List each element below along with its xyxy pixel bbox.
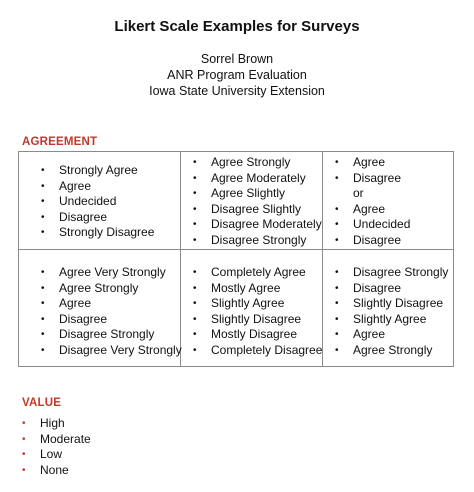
agreement-option-label: Disagree Strongly — [59, 327, 155, 341]
bullet-icon: • — [22, 464, 26, 476]
agreement-option — [41, 296, 180, 312]
agreement-option — [193, 171, 322, 187]
agreement-option-label: Completely Agree — [211, 265, 306, 279]
agreement-option-label: Disagree — [353, 280, 402, 295]
bullet-icon: • — [22, 433, 26, 445]
bullet-icon: • — [193, 329, 197, 340]
agreement-option-label: Slightly Disagree — [211, 311, 302, 326]
agreement-option — [335, 281, 453, 297]
document-title: Likert Scale Examples for Surveys — [114, 18, 360, 35]
agreement-option-label: Strongly Agree — [59, 163, 138, 177]
agreement-option-label: Slightly Agree — [353, 311, 427, 326]
bullet-icon: • — [41, 329, 45, 340]
bullet-icon: • — [193, 234, 197, 246]
agreement-option-list — [335, 155, 453, 248]
bullet-icon: • — [41, 313, 45, 325]
bullet-icon: • — [41, 180, 45, 192]
agreement-option — [41, 225, 180, 241]
bullet-icon: • — [335, 329, 339, 340]
agreement-heading: AGREEMENT — [22, 136, 98, 148]
value-option-label: Low — [40, 447, 63, 461]
value-option — [22, 432, 222, 448]
agreement-option-label: Disagree — [353, 232, 402, 247]
bullet-icon: • — [335, 157, 339, 168]
agreement-option-list — [193, 265, 322, 358]
agreement-option — [335, 171, 453, 187]
agreement-option — [335, 233, 453, 249]
agreement-option-label: Agree Slightly — [211, 186, 286, 200]
agreement-cell-6 — [323, 250, 453, 366]
author-name: Sorrel Brown — [200, 52, 274, 66]
bullet-icon: • — [193, 313, 197, 325]
agreement-option — [335, 312, 453, 328]
agreement-option — [193, 265, 322, 281]
value-option — [22, 416, 222, 432]
agreement-option-label: Disagree — [59, 209, 108, 224]
agreement-option-label: Undecided — [353, 217, 411, 231]
agreement-option-label: Agree — [353, 155, 386, 169]
agreement-option-label: Agree Very Strongly — [59, 265, 166, 279]
bullet-icon: • — [193, 344, 197, 356]
agreement-option-label: Disagree Strongly — [211, 232, 307, 247]
agreement-option — [41, 210, 180, 226]
bullet-icon: • — [193, 172, 197, 184]
agreement-option-label: Mostly Disagree — [211, 327, 298, 341]
bullet-icon: • — [335, 234, 339, 246]
agreement-option-list — [41, 265, 180, 358]
bullet-icon: • — [193, 282, 197, 294]
bullet-icon: • — [193, 203, 197, 215]
value-option-label: Moderate — [40, 431, 91, 446]
agreement-option — [41, 281, 180, 297]
agreement-option-label: Disagree — [353, 170, 402, 185]
agreement-option-label: Agree — [353, 327, 386, 341]
value-list — [22, 416, 222, 478]
agreement-cell-4 — [19, 250, 181, 366]
agreement-option-label: Mostly Agree — [211, 280, 281, 295]
agreement-option-label: or — [353, 186, 364, 200]
agreement-cell-1 — [19, 152, 181, 250]
bullet-icon: • — [335, 203, 339, 215]
agreement-option — [335, 186, 453, 202]
agreement-option-label: Disagree Slightly — [211, 201, 302, 216]
agreement-option-label: Strongly Disagree — [59, 225, 155, 239]
agreement-cell-2 — [181, 152, 323, 250]
value-option — [22, 463, 222, 479]
agreement-option-label: Agree Strongly — [59, 280, 139, 295]
agreement-option — [193, 202, 322, 218]
agreement-option — [335, 202, 453, 218]
agreement-option — [193, 217, 322, 233]
agreement-option — [335, 296, 453, 312]
agreement-cell-5 — [181, 250, 323, 366]
agreement-option-label: Agree Strongly — [353, 342, 433, 357]
agreement-option-label: Completely Disagree — [211, 342, 323, 357]
agreement-option — [193, 312, 322, 328]
bullet-icon: • — [41, 267, 45, 278]
agreement-option-list — [41, 163, 180, 241]
agreement-option — [335, 343, 453, 359]
agreement-option-label: Agree Moderately — [211, 170, 306, 185]
agreement-option — [41, 163, 180, 179]
bullet-icon: • — [193, 188, 197, 199]
bullet-icon: • — [193, 298, 197, 309]
bullet-icon: • — [22, 449, 26, 460]
agreement-option — [193, 296, 322, 312]
agreement-option — [41, 327, 180, 343]
agreement-option — [41, 194, 180, 210]
bullet-icon: • — [193, 267, 197, 278]
bullet-icon: • — [335, 282, 339, 294]
agreement-option — [193, 343, 322, 359]
value-option-label: None — [40, 462, 69, 477]
agreement-option-label: Agree — [59, 178, 92, 193]
bullet-icon: • — [335, 219, 339, 230]
bullet-icon: • — [193, 157, 197, 168]
agreement-option — [193, 155, 322, 171]
agreement-option — [41, 265, 180, 281]
bullet-icon: • — [335, 313, 339, 325]
agreement-option-label: Disagree Very Strongly — [59, 342, 182, 357]
agreement-option — [335, 155, 453, 171]
agreement-scale-grid — [18, 151, 454, 367]
agreement-option — [41, 343, 180, 359]
agreement-option — [335, 217, 453, 233]
agreement-option-list — [193, 155, 322, 248]
agreement-option-label: Slightly Disagree — [353, 296, 444, 310]
agreement-option-label: Disagree Strongly — [353, 265, 449, 279]
author-institution: Iowa State University Extension — [149, 84, 325, 98]
agreement-option — [41, 179, 180, 195]
agreement-option — [193, 186, 322, 202]
bullet-icon: • — [41, 211, 45, 223]
agreement-option-label: Slightly Agree — [211, 296, 285, 310]
value-option — [22, 447, 222, 463]
agreement-option — [335, 327, 453, 343]
agreement-option-list — [335, 265, 453, 358]
bullet-icon: • — [22, 418, 26, 429]
value-option-label: High — [40, 416, 65, 430]
bullet-icon: • — [41, 282, 45, 294]
bullet-icon: • — [335, 267, 339, 278]
author-program: ANR Program Evaluation — [167, 68, 307, 82]
agreement-option — [193, 281, 322, 297]
bullet-icon: • — [41, 165, 45, 176]
bullet-icon: • — [335, 172, 339, 184]
agreement-option-label: Disagree Moderately — [211, 217, 322, 231]
bullet-icon: • — [41, 344, 45, 356]
agreement-option-label: Agree — [59, 296, 92, 310]
agreement-option-label: Agree — [353, 201, 386, 216]
bullet-icon: • — [335, 298, 339, 309]
bullet-icon: • — [41, 298, 45, 309]
agreement-cell-3 — [323, 152, 453, 250]
agreement-option — [41, 312, 180, 328]
agreement-option — [193, 233, 322, 249]
agreement-option — [335, 265, 453, 281]
bullet-icon: • — [41, 227, 45, 238]
agreement-option-label: Disagree — [59, 311, 108, 326]
bullet-icon: • — [41, 196, 45, 207]
agreement-option-label: Agree Strongly — [211, 155, 291, 169]
agreement-option-label: Undecided — [59, 194, 117, 208]
bullet-icon: • — [193, 219, 197, 230]
bullet-icon: • — [335, 344, 339, 356]
value-heading: VALUE — [22, 397, 62, 409]
agreement-option — [193, 327, 322, 343]
